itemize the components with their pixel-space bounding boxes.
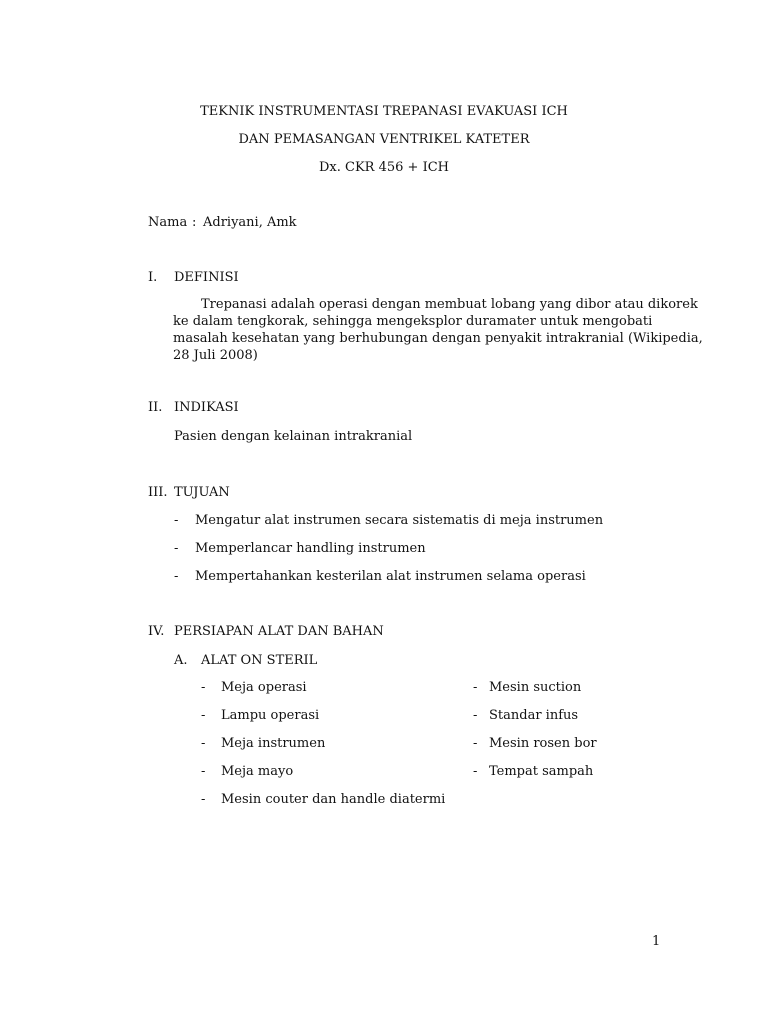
alat-bullet: - [201,736,206,751]
alat-item-left: Meja mayo [221,764,294,779]
alat-item-right: Tempat sampah [489,764,594,779]
section-number-definisi: I. [148,270,158,285]
tujuan-bullet: - [174,541,179,556]
definisi-paragraph [173,296,703,364]
alat-bullet: - [473,764,478,779]
definisi-line: 28 Juli 2008) [173,348,258,363]
tujuan-item: Memperlancar handling instrumen [195,541,426,556]
alat-bullet: - [201,708,206,723]
tujuan-bullet: - [174,513,179,528]
tujuan-item: Mempertahankan kesterilan alat instrumen selama operasi [195,569,586,584]
indikasi-text: Pasien dengan kelainan intrakranial [174,429,413,444]
alat-bullet: - [201,792,206,807]
alat-item-left: Meja operasi [221,680,307,695]
section-heading-indikasi: INDIKASI [174,400,239,415]
alat-bullet: - [473,736,478,751]
author-separator: : [192,215,197,230]
section-number-tujuan: III. [148,485,168,500]
page-number: 1 [652,934,661,949]
section-heading-definisi: DEFINISI [174,270,239,285]
alat-item-left: Lampu operasi [221,708,320,723]
subsection-letter-a: A. [174,653,188,668]
alat-item-left: Meja instrumen [221,736,326,751]
alat-bullet: - [473,708,478,723]
definisi-line: Trepanasi adalah operasi dengan membuat lobang yang dibor atau dikorek [201,297,698,312]
title-line-3: Dx. CKR 456 + ICH [319,160,449,175]
alat-bullet: - [201,764,206,779]
tujuan-item: Mengatur alat instrumen secara sistematis di meja instrumen [195,513,604,528]
author-value: Adriyani, Amk [203,215,297,230]
alat-item-right: Mesin rosen bor [489,736,597,751]
section-heading-persiapan: PERSIAPAN ALAT DAN BAHAN [174,624,384,639]
alat-item-right: Mesin suction [489,680,582,695]
section-number-persiapan: IV. [148,624,165,639]
definisi-line: ke dalam tengkorak, sehingga mengeksplor duramater untuk mengobati [173,314,653,329]
definisi-line: masalah kesehatan yang berhubungan dengan penyakit intrakranial (Wikipedia, [173,331,703,346]
author-label: Nama [148,215,188,230]
subsection-heading-a: ALAT ON STERIL [201,653,318,668]
alat-item-left: Mesin couter dan handle diatermi [221,792,446,807]
title-line-2: DAN PEMASANGAN VENTRIKEL KATETER [238,132,530,147]
alat-item-right: Standar infus [489,708,579,723]
tujuan-bullet: - [174,569,179,584]
title-line-1: TEKNIK INSTRUMENTASI TREPANASI EVAKUASI ICH [200,104,568,119]
section-heading-tujuan: TUJUAN [174,485,230,500]
section-number-indikasi: II. [148,400,163,415]
alat-bullet: - [201,680,206,695]
alat-bullet: - [473,680,478,695]
